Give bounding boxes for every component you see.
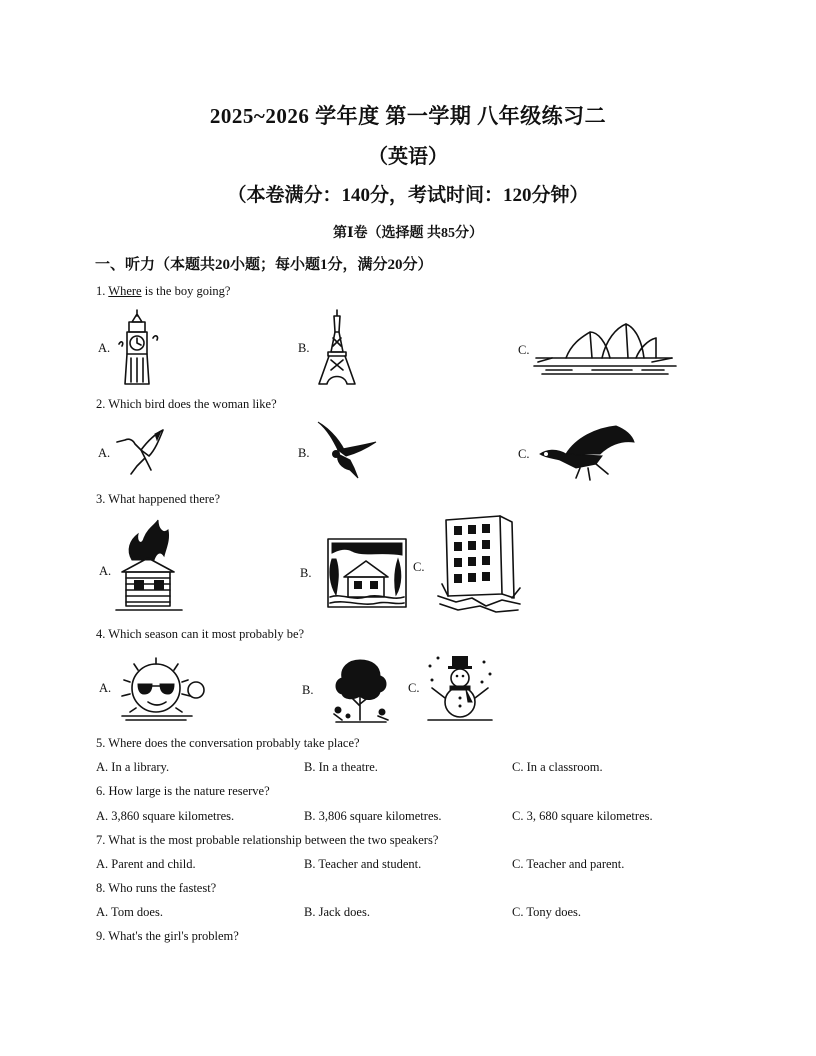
q7-option-a: A. Parent and child. [96, 857, 196, 871]
q2-option-c-label: C. [518, 447, 530, 461]
q6-option-a: A. 3,860 square kilometres. [96, 809, 235, 823]
q8-option-a: A. Tom does. [96, 905, 163, 919]
earthquake-building-icon [436, 514, 522, 614]
q4-option-c-label: C. [408, 681, 420, 695]
question-1 [96, 284, 230, 299]
q3-option-a-label: A. [99, 564, 112, 578]
q7-option-b: B. Teacher and student. [304, 857, 422, 871]
question-1-rest: is the boy going? [141, 284, 231, 298]
q1-option-b-label: B. [298, 341, 310, 355]
question-1-number: 1. [96, 284, 106, 298]
autumn-tree-icon [330, 656, 392, 726]
question-6: 6. How large is the nature reserve? [96, 784, 270, 798]
q3-option-c-label: C. [413, 560, 425, 574]
q4-option-b-label: B. [302, 683, 314, 697]
swallow-icon [316, 420, 378, 480]
q1-option-a-label: A. [98, 341, 111, 355]
q8-option-c: C. Tony does. [512, 905, 582, 919]
question-5: 5. Where does the conversation probably take place? [96, 736, 360, 750]
question-4: 4. Which season can it most probably be? [96, 627, 305, 641]
q4-option-a-label: A. [99, 681, 112, 695]
section-heading: 一、听力（本题共20小题；每小题1分，满分20分） [95, 257, 433, 273]
question-7: 7. What is the most probable relationship between the two speakers? [96, 833, 439, 847]
q7-option-c: C. Teacher and parent. [512, 857, 625, 871]
q8-option-b: B. Jack does. [304, 905, 370, 919]
q5-option-a: A. In a library. [96, 760, 170, 774]
exam-subject: （英语） [368, 146, 448, 168]
exam-title: 2025~2026 学年度 第一学期 八年级练习二 [209, 104, 607, 128]
big-ben-icon [115, 308, 165, 386]
snowman-icon [424, 652, 496, 724]
eiffel-tower-icon [315, 308, 359, 386]
question-9: 9. What's the girl's problem? [96, 929, 239, 943]
sydney-opera-house-icon [532, 318, 678, 378]
q1-option-c-label: C. [518, 343, 530, 357]
question-2: 2. Which bird does the woman like? [96, 397, 277, 411]
q2-option-b-label: B. [298, 446, 310, 460]
exam-meta: （本卷满分：140分，考试时间：120分钟） [227, 185, 589, 206]
part-heading: 第Ⅰ卷（选择题 共85分） [332, 226, 484, 241]
question-3: 3. What happened there? [96, 492, 221, 506]
sun-with-sunglasses-icon [116, 654, 208, 724]
q5-option-c: C. In a classroom. [512, 760, 603, 774]
q5-option-b: B. In a theatre. [304, 760, 378, 774]
q6-option-c: C. 3, 680 square kilometres. [512, 809, 653, 823]
question-8: 8. Who runs the fastest? [96, 881, 217, 895]
eagle-icon [536, 424, 636, 484]
flooded-house-icon [322, 535, 412, 611]
house-fire-icon [112, 520, 184, 616]
q3-option-b-label: B. [300, 566, 312, 580]
q6-option-b: B. 3,806 square kilometres. [304, 809, 442, 823]
question-1-keyword: Where [108, 284, 142, 298]
crane-icon [115, 428, 169, 478]
q2-option-a-label: A. [98, 446, 111, 460]
